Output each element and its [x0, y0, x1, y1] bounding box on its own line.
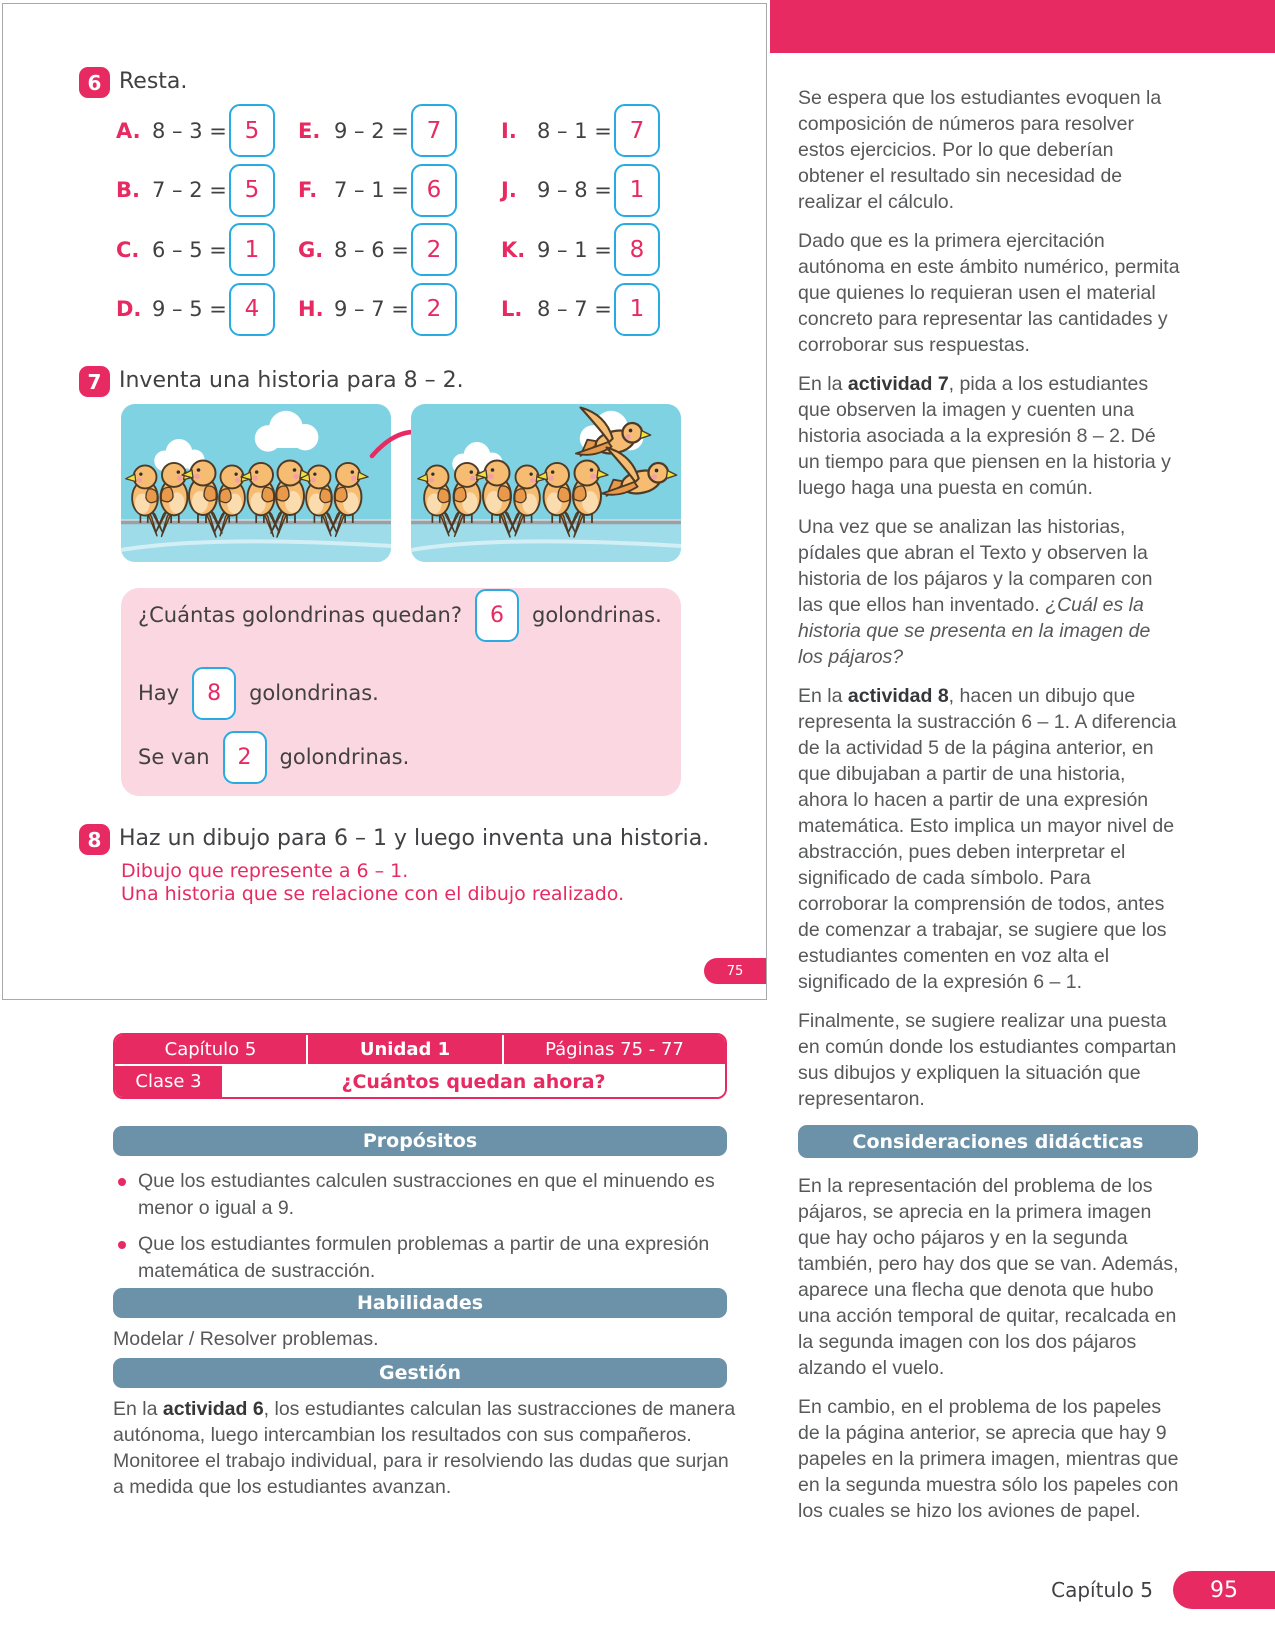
answer-box[interactable]: 6: [411, 164, 457, 217]
lesson-info-row-bottom: [115, 1066, 725, 1097]
activity-8-title: Haz un dibujo para 6 – 1 y luego inventa una historia.: [119, 826, 710, 851]
exercise-expression: 7 – 1 =: [334, 178, 409, 203]
student-page-number-tab: 75: [704, 958, 766, 984]
footer-chapter-label: Capítulo 5: [1051, 1578, 1153, 1602]
story-answer-box: [121, 588, 681, 796]
fill-line-prefix: ¿Cuántas golondrinas quedan?: [138, 603, 462, 627]
answer-box[interactable]: 8: [614, 223, 660, 276]
exercise-letter: I.: [501, 118, 517, 143]
proposito-bullet: Que los estudiantes calculen sustracciones en que el minuendo es menor o igual a 9.: [113, 1168, 737, 1222]
lesson-info-table: [113, 1033, 727, 1099]
exercise-item: [116, 161, 298, 221]
activity-8-badge: 8: [79, 824, 110, 855]
exercise-item: [298, 280, 501, 340]
exercise-letter: H.: [298, 297, 324, 322]
footer-page-number: 95: [1173, 1571, 1275, 1609]
answer-box[interactable]: 4: [229, 283, 275, 336]
exercise-expression: 8 – 6 =: [334, 237, 409, 262]
lesson-info-row-top: [115, 1035, 725, 1066]
activity-8-answer-line-1: Dibujo que represente a 6 – 1.: [121, 860, 409, 882]
fill-line-suffix: golondrinas.: [532, 603, 662, 627]
exercise-item: [298, 161, 501, 221]
exercise-expression: 8 – 7 =: [537, 297, 612, 322]
habilidades-header: Habilidades: [113, 1288, 727, 1318]
exercise-expression: 9 – 8 =: [537, 178, 612, 203]
answer-box[interactable]: 7: [614, 104, 660, 157]
paragraph: En la representación del problema de los pájaros, se aprecia en la primera imagen que hay ocho pájaros y en la segunda también, pero hay dos que se van. Además, aparece una flecha que denota que hubo una acción temporal de quitar, recalcada en la segunda imagen con los dos pájaros alzando el vuelo.: [798, 1175, 1179, 1379]
birds-scene-after: [411, 404, 681, 562]
activity-8-answer-line-2: Una historia que se relacione con el dibujo realizado.: [121, 883, 625, 905]
exercise-expression: 7 – 2 =: [152, 178, 227, 203]
answer-box[interactable]: 2: [411, 283, 457, 336]
exercise-letter: K.: [501, 237, 526, 262]
habilidades-text: Modelar / Resolver problemas.: [113, 1328, 379, 1350]
paragraph: Dado que es la primera ejercitación autónoma en este ámbito numérico, permita que quienes lo requieran usen el material concreto para representar las cantidades y corroborar sus respuestas.: [798, 230, 1180, 356]
exercise-item: [298, 101, 501, 161]
proposito-bullet: Que los estudiantes formulen problemas a partir de una expresión matemática de sustracción.: [113, 1231, 737, 1285]
fill-line-suffix: golondrinas.: [279, 745, 410, 769]
exercise-letter: J.: [501, 178, 517, 203]
exercise-item: [501, 101, 681, 161]
activity-6-title: Resta.: [119, 69, 188, 94]
paragraph: Finalmente, se sugiere realizar una puesta en común donde los estudiantes compartan sus dibujos y expliquen la situación que representaron.: [798, 1010, 1177, 1110]
paragraph: En la actividad 8, hacen un dibujo que representa la sustracción 6 – 1. A diferencia de la actividad 5 de la página anterior, en que dibujaban a partir de una historia, ahora lo hacen a partir de una expresión matemática. Esto implica un mayor nivel de abstracción, pues deben interpretar el significado de cada símbolo. Para corroborar la comprensión de todos, antes de comenzar a trabajar, se sugiere que los estudiantes comenten en voz alta el significado de la expresión 6 – 1.: [798, 685, 1177, 993]
exercise-letter: B.: [116, 178, 140, 203]
teacher-paragraphs: [798, 85, 1200, 1112]
paragraph: En cambio, en el problema de los papeles de la página anterior, se aprecia que hay 9 papeles en la primera imagen, mientras que en la segunda muestra sólo los papeles con los cuales se hizo los aviones de papel.: [798, 1396, 1179, 1522]
answer-box[interactable]: 6: [475, 589, 519, 642]
answer-box[interactable]: 8: [192, 667, 236, 720]
exercise-letter: D.: [116, 297, 142, 322]
exercise-item: [501, 220, 681, 280]
consideraciones-paragraphs: [798, 1173, 1200, 1524]
consideraciones-header: Consideraciones didácticas: [798, 1125, 1198, 1158]
exercise-expression: 9 – 7 =: [334, 297, 409, 322]
propositos-header: Propósitos: [113, 1126, 727, 1156]
answer-box[interactable]: 2: [411, 223, 457, 276]
gestion-header: Gestión: [113, 1358, 727, 1388]
gestion-paragraph: En la actividad 6, los estudiantes calculan las sustracciones de manera autónoma, luego intercambian los resultados con sus compañeros. Monitoree el trabajo individual, para ir resolviendo las dudas que surjan a medida que los estudiantes avanzan.: [113, 1398, 736, 1498]
exercise-item: [116, 220, 298, 280]
student-textbook-panel: [2, 3, 767, 1000]
answer-box[interactable]: 1: [229, 223, 275, 276]
answer-box[interactable]: 5: [229, 164, 275, 217]
lesson-unit: Unidad 1: [308, 1035, 504, 1064]
paragraph: Se espera que los estudiantes evoquen la composición de números para resolver estos ejercicios. Por lo que deberían obtener el resultado sin necesidad de realizar el cálculo.: [798, 87, 1162, 213]
activity-7-badge: 7: [79, 366, 110, 397]
lesson-title: ¿Cuántos quedan ahora?: [341, 1070, 606, 1093]
paragraph: Una vez que se analizan las historias, pídales que abran el Texto y observen la historia de los pájaros y la comparen con las que ellos han inventado. ¿Cuál es la historia que se presenta en la imagen de los pájaros?: [798, 516, 1153, 668]
answer-box[interactable]: 1: [614, 164, 660, 217]
fill-line: [138, 666, 379, 720]
exercise-item: [116, 280, 298, 340]
exercise-item: [501, 280, 681, 340]
exercise-expression: 9 – 1 =: [537, 237, 612, 262]
exercise-letter: C.: [116, 237, 140, 262]
activity-6-badge: 6: [79, 67, 110, 98]
exercise-letter: E.: [298, 118, 321, 143]
exercise-item: [116, 101, 298, 161]
fill-line: [138, 730, 409, 784]
fill-line: [138, 588, 662, 642]
exercise-expression: 8 – 1 =: [537, 118, 612, 143]
answer-box[interactable]: 7: [411, 104, 457, 157]
fill-line-prefix: Se van: [138, 745, 210, 769]
exercise-letter: A.: [116, 118, 141, 143]
lesson-chapter: Capítulo 5: [115, 1035, 308, 1064]
exercise-expression: 9 – 2 =: [334, 118, 409, 143]
exercise-expression: 6 – 5 =: [152, 237, 227, 262]
exercise-letter: G.: [298, 237, 324, 262]
answer-box[interactable]: 2: [223, 731, 267, 784]
exercise-item: [501, 161, 681, 221]
exercise-expression: 9 – 5 =: [152, 297, 227, 322]
teacher-notes-column: [798, 85, 1200, 1537]
answer-box[interactable]: 1: [614, 283, 660, 336]
fill-line-prefix: Hay: [138, 681, 180, 705]
activity-7-title: Inventa una historia para 8 – 2.: [119, 368, 464, 393]
birds-scene-before: [121, 404, 391, 562]
gestion-paragraph-wrap: [113, 1396, 737, 1513]
subtraction-exercise-grid: [116, 101, 681, 339]
lesson-pages: Páginas 75 - 77: [545, 1039, 684, 1060]
exercise-item: [298, 220, 501, 280]
paragraph: En la actividad 7, pida a los estudiantes que observen la imagen y cuenten una historia asociada a la expresión 8 – 2. Dé un tiempo para que piensen en la historia y luego haga una puesta en común.: [798, 373, 1171, 499]
exercise-expression: 8 – 3 =: [152, 118, 227, 143]
fill-line-suffix: golondrinas.: [249, 681, 379, 705]
lesson-class: Clase 3: [115, 1066, 222, 1097]
answer-box[interactable]: 5: [229, 104, 275, 157]
propositos-bullets: [113, 1168, 737, 1294]
exercise-letter: F.: [298, 178, 318, 203]
exercise-letter: L.: [501, 297, 523, 322]
header-bar: [770, 0, 1275, 53]
